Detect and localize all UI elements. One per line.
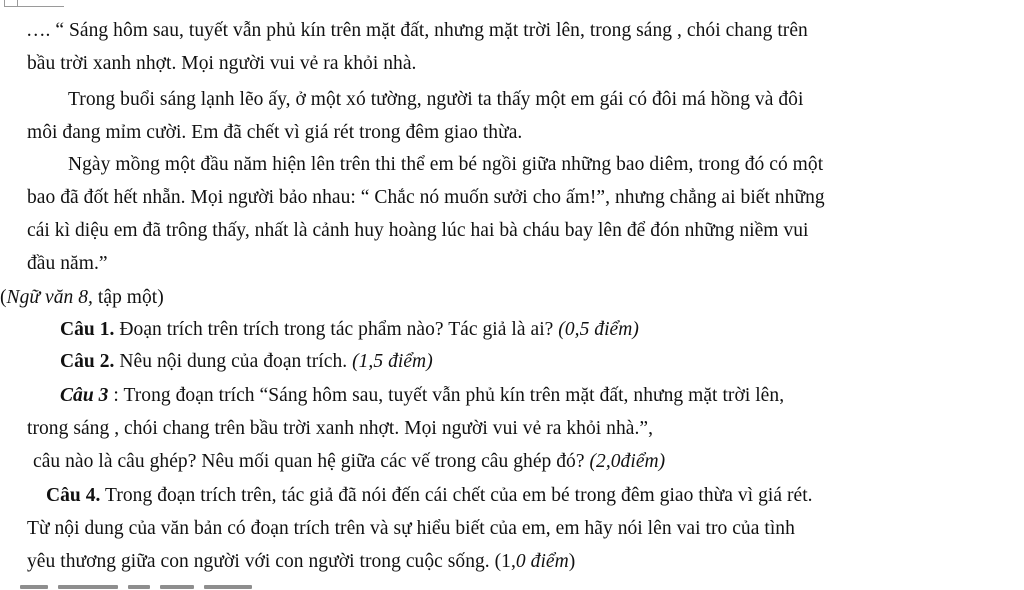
question-3-text-1: : Trong đoạn trích “Sáng hôm sau, tuyết vẫn phủ kín trên mặt đất, nhưng mặt trời lên,	[108, 385, 785, 406]
question-3-points: (2,0điểm)	[589, 451, 666, 472]
passage-line-5: Ngày mồng một đầu năm hiện lên trên thi thể em bé ngồi giữa những bao diêm, trong đó có một	[68, 154, 824, 175]
passage-line-2: bầu trời xanh nhợt. Mọi người vui vẻ ra khỏi nhà.	[27, 53, 417, 74]
source-open-paren: (	[0, 287, 7, 308]
passage-line-1: …. “ Sáng hôm sau, tuyết vẫn phủ kín trên mặt đất, nhưng mặt trời lên, trong sáng , chói chang trên	[26, 20, 808, 41]
question-4-points-open: (1,	[494, 551, 516, 572]
source-citation	[0, 285, 164, 311]
question-2-points: (1,5 điểm)	[352, 351, 433, 372]
question-4-points-value: 0 điểm	[515, 551, 569, 572]
question-1-points: (0,5 điểm)	[558, 319, 639, 340]
source-book-title: Ngữ văn 8,	[6, 287, 93, 308]
question-2-text: Nêu nội dung của đoạn trích.	[114, 351, 353, 372]
question-4-points-close: )	[568, 551, 576, 572]
question-2-label: Câu 2.	[60, 351, 115, 372]
passage-line-8: đầu năm.”	[27, 253, 108, 274]
question-1	[60, 317, 639, 343]
passage-line-6: bao đã đốt hết nhẵn. Mọi người bảo nhau: “ Chắc nó muốn sưởi cho ấm!”, nhưng chẳng ai biết những	[27, 187, 825, 208]
question-4-text-3: yêu thương giữa con người với con người trong cuộc sống.	[27, 551, 495, 572]
question-4-label: Câu 4.	[46, 485, 101, 506]
question-3-text-3: câu nào là câu ghép? Nêu mối quan hệ giữa các vế trong câu ghép đó?	[33, 451, 590, 472]
question-2	[60, 349, 433, 375]
passage-line-3: Trong buổi sáng lạnh lẽo ấy, ở một xó tường, người ta thấy một em gái có đôi má hồng và đôi	[68, 89, 804, 110]
question-1-label: Câu 1.	[60, 319, 115, 340]
question-1-text: Đoạn trích trên trích trong tác phẩm nào? Tác giả là ai?	[114, 319, 559, 340]
question-3-label: Câu 3	[60, 385, 109, 406]
passage-line-4: môi đang mỉm cười. Em đã chết vì giá rét trong đêm giao thừa.	[27, 122, 523, 143]
source-volume: tập một)	[92, 287, 164, 308]
question-4-line-2: Từ nội dung của văn bản có đoạn trích trên và sự hiểu biết của em, em hãy nói lên vai tro của tình	[27, 518, 795, 539]
question-3-line-1	[60, 383, 784, 409]
question-4-line-3	[27, 549, 575, 575]
passage-line-7: cái kì diệu em đã trông thấy, nhất là cảnh huy hoàng lúc hai bà cháu bay lên để đón những niềm vui	[27, 220, 809, 241]
question-3-line-3	[33, 449, 665, 475]
question-4-line-1	[46, 483, 813, 509]
page-top-rule	[18, 6, 64, 7]
page-corner-mark	[4, 0, 18, 7]
question-4-text-1: Trong đoạn trích trên, tác giả đã nói đến cái chết của em bé trong đêm giao thừa vì giá rét.	[100, 485, 813, 506]
question-3-line-2: trong sáng , chói chang trên bầu trời xanh nhợt. Mọi người vui vẻ ra khỏi nhà.”,	[27, 418, 654, 439]
